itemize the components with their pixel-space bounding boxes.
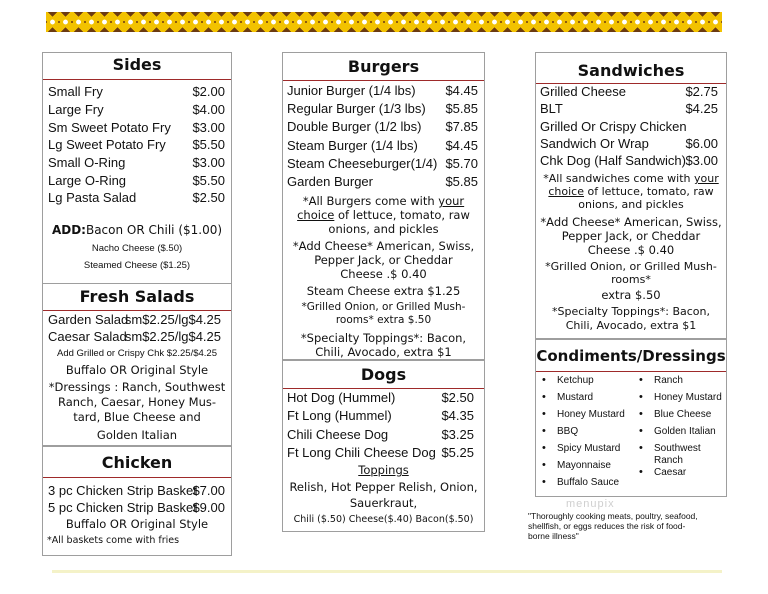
sandwiches-heading: Sandwiches xyxy=(577,61,685,80)
item-name: BLT xyxy=(540,101,563,116)
menu-row xyxy=(48,137,225,154)
condiment-item: • Mayonnaise xyxy=(542,460,634,477)
burger-specialty-line-2: Chili, Avocado, extra $1 xyxy=(315,345,452,359)
burger-choice-line-2 xyxy=(283,208,484,222)
item-price: $5.85 xyxy=(445,101,478,116)
item-name: Hot Dog (Hummel) xyxy=(287,390,396,405)
menu-row xyxy=(287,119,478,136)
condiment-item: • Ketchup xyxy=(542,375,634,392)
toppings-line-2: Sauerkraut, xyxy=(349,496,418,510)
dogs-divider xyxy=(283,388,484,389)
condiment-item: • BBQ xyxy=(542,426,634,443)
item-name: Large Fry xyxy=(48,102,104,117)
chicken-panel xyxy=(42,446,232,556)
item-name: Steam Burger (1/4 lbs) xyxy=(287,138,418,153)
item-price: $4.45 xyxy=(445,138,478,153)
add-text: Bacon OR Chili ($1.00) xyxy=(85,223,223,237)
item-price: $2.75 xyxy=(685,84,718,99)
item-price: $5.50 xyxy=(192,173,225,188)
item-price: $5.25 xyxy=(441,445,474,460)
item-name: Caesar Salad xyxy=(48,329,127,344)
steamed-cheese-line: Steamed Cheese ($1.25) xyxy=(83,260,191,271)
dressings-line-1: *Dressings : Ranch, Southwest xyxy=(48,380,226,394)
menu-row xyxy=(540,101,718,118)
add-label: ADD: xyxy=(51,223,86,237)
chicken-heading: Chicken xyxy=(101,453,173,472)
dressings-line-4: Golden Italian xyxy=(96,428,178,442)
condiments-panel xyxy=(535,339,727,497)
burger-cheese-line-1: *Add Cheese* American, Swiss, xyxy=(292,239,475,253)
salads-panel xyxy=(42,283,232,446)
item-price: $5.85 xyxy=(445,174,478,189)
item-name: Garden Burger xyxy=(287,174,373,189)
choice-text: of lettuce, tomato, raw xyxy=(584,185,714,198)
item-name: 3 pc Chicken Strip Basket xyxy=(48,483,197,498)
menu-row xyxy=(48,102,225,119)
burgers-divider xyxy=(283,80,484,81)
nacho-cheese-line: Nacho Cheese ($.50) xyxy=(91,243,183,254)
item-price: sm$2.25/lg$4.25 xyxy=(124,312,221,327)
sandwich-choice-line-1 xyxy=(536,172,726,185)
menu-row xyxy=(287,445,474,462)
item-price: $4.35 xyxy=(441,408,474,423)
item-price: $7.00 xyxy=(192,483,225,498)
toppings-heading: Toppings xyxy=(358,463,409,477)
dressings-line-3: tard, Blue Cheese and xyxy=(73,410,201,424)
advisory-line-3: borne illness" xyxy=(528,531,579,541)
sandwich-specialty-line-2: Chili, Avocado, extra $1 xyxy=(565,319,697,332)
menu-row xyxy=(48,329,221,346)
burger-specialty-line-1: *Specialty Toppings*: Bacon, xyxy=(300,331,467,345)
choice-underlined: your xyxy=(693,172,719,185)
sandwich-choice-line-2 xyxy=(536,185,726,198)
item-name: Junior Burger (1/4 lbs) xyxy=(287,83,416,98)
salads-divider xyxy=(43,310,231,311)
menu-row xyxy=(287,427,474,444)
item-price: $4.45 xyxy=(445,83,478,98)
item-price: $5.70 xyxy=(445,156,478,171)
sides-heading: Sides xyxy=(112,55,162,74)
menu-row xyxy=(287,390,474,407)
item-name: Ft Long Chili Cheese Dog xyxy=(287,445,436,460)
item-name: Grilled Or Crispy Chicken xyxy=(540,119,687,134)
advisory-line-1: "Thoroughly cooking meats, poultry, seafood, xyxy=(528,511,698,521)
sandwich-choice-line-3: onions, and pickles xyxy=(578,198,684,211)
item-price: $9.00 xyxy=(192,500,225,515)
menu-row xyxy=(48,500,225,517)
sides-add-line xyxy=(43,223,231,237)
menu-row xyxy=(287,138,478,155)
item-name: Sm Sweet Potato Fry xyxy=(48,120,171,135)
chicken-note: *All baskets come with fries xyxy=(47,535,180,546)
burgers-heading: Burgers xyxy=(347,57,420,76)
chicken-divider xyxy=(43,477,231,478)
menu-row xyxy=(287,174,478,191)
dogs-heading: Dogs xyxy=(360,365,407,384)
menu-row xyxy=(48,155,225,172)
item-price: $3.25 xyxy=(441,427,474,442)
menu-row xyxy=(48,120,225,137)
item-price: $3.00 xyxy=(192,120,225,135)
steam-cheese-line: Steam Cheese extra $1.25 xyxy=(306,284,461,298)
choice-text: *All sandwiches come with xyxy=(543,172,694,185)
food-safety-advisory xyxy=(528,511,728,541)
burger-cheese-line-3: Cheese .$ 0.40 xyxy=(340,267,427,281)
item-name: Chili Cheese Dog xyxy=(287,427,389,442)
sandwich-cheese-line-3: Cheese .$ 0.40 xyxy=(587,243,675,257)
burger-choice-line-3: onions, and pickles xyxy=(328,222,439,236)
condiment-item: • Ranch xyxy=(639,375,725,392)
item-name: Regular Burger (1/3 lbs) xyxy=(287,101,426,116)
sandwich-grilled-line-2: rooms* xyxy=(611,273,651,286)
sandwich-cheese-line-2: Pepper Jack, or Cheddar xyxy=(561,229,701,243)
condiment-item: • Buffalo Sauce xyxy=(542,477,634,494)
item-name: Steam Cheeseburger(1/4) xyxy=(287,156,438,171)
item-name: Double Burger (1/2 lbs) xyxy=(287,119,422,134)
menu-row xyxy=(287,83,478,100)
menu-row xyxy=(540,136,718,153)
item-price: sm$2.25/lg$4.25 xyxy=(124,329,221,344)
sides-divider xyxy=(43,79,231,80)
item-price: $3.00 xyxy=(192,155,225,170)
item-price: $3.00 xyxy=(685,153,718,168)
menu-row xyxy=(287,101,478,118)
watermark: menupix xyxy=(566,498,615,510)
sandwich-cheese-line-1: *Add Cheese* American, Swiss, xyxy=(540,215,722,229)
burger-cheese-line-2: Pepper Jack, or Cheddar xyxy=(314,253,453,267)
burgers-panel xyxy=(282,52,485,360)
condiment-item: • Southwest Ranch xyxy=(639,443,714,467)
choice-underlined: choice xyxy=(297,208,335,222)
item-name: Grilled Cheese xyxy=(540,84,626,99)
sandwiches-panel xyxy=(535,52,727,339)
chicken-style-line: Buffalo OR Original Style xyxy=(65,517,209,531)
menu-row xyxy=(48,190,225,207)
menu-row xyxy=(48,483,225,500)
item-name: Ft Long (Hummel) xyxy=(287,408,392,423)
item-price: $4.25 xyxy=(685,101,718,116)
sandwich-grilled-line-1: *Grilled Onion, or Grilled Mush- xyxy=(545,260,717,273)
decorative-top-border xyxy=(46,12,722,32)
dressings-line-2: Ranch, Caesar, Honey Mus- xyxy=(57,395,217,409)
sides-panel xyxy=(42,52,232,284)
choice-text: of lettuce, tomato, raw xyxy=(334,208,470,222)
item-price: $7.85 xyxy=(445,119,478,134)
menu-row xyxy=(540,119,718,136)
condiments-heading: Condiments/Dressings xyxy=(536,347,726,365)
salads-heading: Fresh Salads xyxy=(79,287,195,306)
item-name: Lg Pasta Salad xyxy=(48,190,137,205)
condiments-divider xyxy=(536,371,726,372)
item-name: 5 pc Chicken Strip Basket xyxy=(48,500,197,515)
menu-row xyxy=(48,84,225,101)
item-price: $5.50 xyxy=(192,137,225,152)
item-name: Sandwich Or Wrap xyxy=(540,136,649,151)
advisory-line-2: shellfish, or eggs reduces the risk of food- xyxy=(528,521,686,531)
burger-choice-line-1 xyxy=(283,194,484,208)
menu-row xyxy=(287,408,474,425)
bottom-divider xyxy=(52,570,722,573)
add-chicken-line: Add Grilled or Crispy Chk $2.25/$4.25 xyxy=(57,348,217,359)
condiment-item: • Golden Italian xyxy=(639,426,725,443)
choice-text: *All Burgers come with xyxy=(302,194,439,208)
burger-grilled-line-2: rooms* extra $.50 xyxy=(335,314,432,326)
condiment-item: • Honey Mustard xyxy=(542,409,634,426)
menu-row xyxy=(48,173,225,190)
condiment-item: • Mustard xyxy=(542,392,634,409)
condiments-right-list xyxy=(639,375,725,484)
item-name: Small O-Ring xyxy=(48,155,126,170)
toppings-line-1: Relish, Hot Pepper Relish, Onion, xyxy=(289,480,478,494)
condiment-item: • Caesar xyxy=(639,467,725,484)
menu-row xyxy=(48,312,221,329)
condiments-left-list xyxy=(542,375,634,494)
burger-grilled-line-1: *Grilled Onion, or Grilled Mush- xyxy=(301,301,466,313)
condiment-item: • Spicy Mustard xyxy=(542,443,634,460)
item-price: $2.00 xyxy=(192,84,225,99)
toppings-line-3: Chili ($.50) Cheese($.40) Bacon($.50) xyxy=(293,514,474,525)
item-price: $4.00 xyxy=(192,102,225,117)
sandwich-grilled-line-3: extra $.50 xyxy=(601,288,661,302)
menu-row xyxy=(540,153,718,170)
item-price: $2.50 xyxy=(192,190,225,205)
item-name: Chk Dog (Half Sandwich) xyxy=(540,153,686,168)
item-price: $6.00 xyxy=(685,136,718,151)
menu-row xyxy=(540,84,718,101)
sandwich-specialty-line-1: *Specialty Toppings*: Bacon, xyxy=(552,305,710,318)
item-name: Large O-Ring xyxy=(48,173,127,188)
item-name: Lg Sweet Potato Fry xyxy=(48,137,166,152)
choice-underlined: your xyxy=(438,194,465,208)
condiment-item: • Blue Cheese xyxy=(639,409,725,426)
menu-row xyxy=(287,156,478,173)
choice-underlined: choice xyxy=(548,185,584,198)
item-price: $2.50 xyxy=(441,390,474,405)
item-name: Garden Salad xyxy=(48,312,129,327)
salad-style-line: Buffalo OR Original Style xyxy=(65,363,209,377)
dogs-panel xyxy=(282,360,485,532)
condiment-item: • Honey Mustard xyxy=(639,392,725,409)
item-name: Small Fry xyxy=(48,84,103,99)
